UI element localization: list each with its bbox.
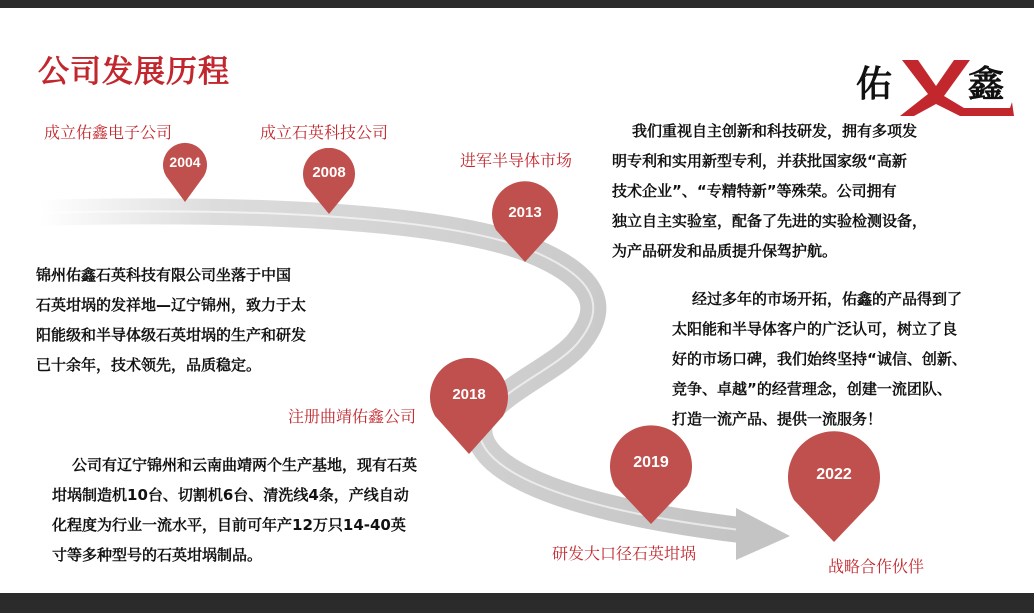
- map-pin-icon: [428, 358, 510, 454]
- milestone-pin-2019: [608, 424, 694, 524]
- map-pin-icon: [490, 180, 560, 262]
- milestone-year: 2008: [312, 164, 346, 181]
- text-line: 经过多年的市场开拓，佑鑫的产品得到了: [692, 290, 963, 308]
- text-line: 锦州佑鑫石英科技有限公司坐落于中国: [36, 266, 292, 284]
- page-title: 公司发展历程: [38, 54, 230, 90]
- milestone-pin-2004: [162, 140, 208, 202]
- milestone-year: 2019: [633, 454, 669, 471]
- production-paragraph: [52, 450, 417, 570]
- text-line: 公司有辽宁锦州和云南曲靖两个生产基地，现有石英: [72, 456, 418, 474]
- logo-right-char: 鑫: [968, 63, 1005, 105]
- milestone-label-2019: 研发大口径石英坩埚: [552, 544, 697, 563]
- map-pin-icon: [786, 430, 882, 542]
- text-line: 我们重视自主创新和科技研发，拥有多项发: [632, 122, 918, 140]
- text-line: 坩埚制造机10台、切割机6台、清洗线4条，产线自动: [52, 486, 409, 504]
- text-line: 竞争、卓越”的经营理念，创建一流团队、: [672, 380, 952, 398]
- text-line: 明专利和实用新型专利，并获批国家级“高新: [612, 152, 907, 170]
- text-line: 技术企业”、“专精特新”等殊荣。公司拥有: [612, 182, 897, 200]
- text-line: 已十余年，技术领先，品质稳定。: [36, 356, 262, 374]
- map-pin-icon: [162, 140, 208, 202]
- milestone-label-2004: 成立佑鑫电子公司: [44, 123, 173, 142]
- innovation-paragraph: [612, 116, 927, 266]
- milestone-pin-2013: [490, 180, 560, 262]
- slide: [0, 8, 1034, 593]
- market-paragraph: [672, 284, 967, 434]
- text-line: 为产品研发和品质提升保驾护航。: [612, 242, 838, 260]
- milestone-year: 2018: [452, 386, 486, 403]
- milestone-pin-2008: [302, 148, 356, 214]
- text-line: 打造一流产品、提供一流服务！: [672, 410, 883, 428]
- milestone-label-2022: 战略合作伙伴: [828, 557, 925, 576]
- milestone-year: 2004: [169, 154, 201, 170]
- text-line: 阳能级和半导体级石英坩埚的生产和研发: [36, 326, 307, 344]
- text-line: 太阳能和半导体客户的广泛认可，树立了良: [672, 320, 958, 338]
- milestone-label-2018: 注册曲靖佑鑫公司: [288, 407, 417, 426]
- company-logo: [852, 46, 1014, 118]
- text-line: 化程度为行业一流水平，目前可年产12万只14-40英: [52, 516, 406, 534]
- milestone-label-2008: 成立石英科技公司: [260, 123, 389, 142]
- text-line: 寸等多种型号的石英坩埚制品。: [52, 546, 263, 564]
- intro-paragraph: [36, 260, 306, 380]
- text-line: 石英坩埚的发祥地—辽宁锦州，致力于太: [36, 296, 307, 314]
- text-line: 好的市场口碑，我们始终坚持“诚信、创新、: [672, 350, 967, 368]
- milestone-label-2013: 进军半导体市场: [460, 151, 573, 170]
- map-pin-icon: [302, 148, 356, 214]
- logo-left-char: 佑: [856, 63, 893, 105]
- milestone-year: 2013: [508, 204, 542, 221]
- text-line: 独立自主实验室，配备了先进的实验检测设备，: [612, 212, 928, 230]
- map-pin-icon: [608, 424, 694, 524]
- milestone-year: 2022: [816, 466, 852, 483]
- milestone-pin-2018: [428, 358, 510, 454]
- milestone-pin-2022: [786, 430, 882, 542]
- bottom-bar: [0, 593, 1034, 613]
